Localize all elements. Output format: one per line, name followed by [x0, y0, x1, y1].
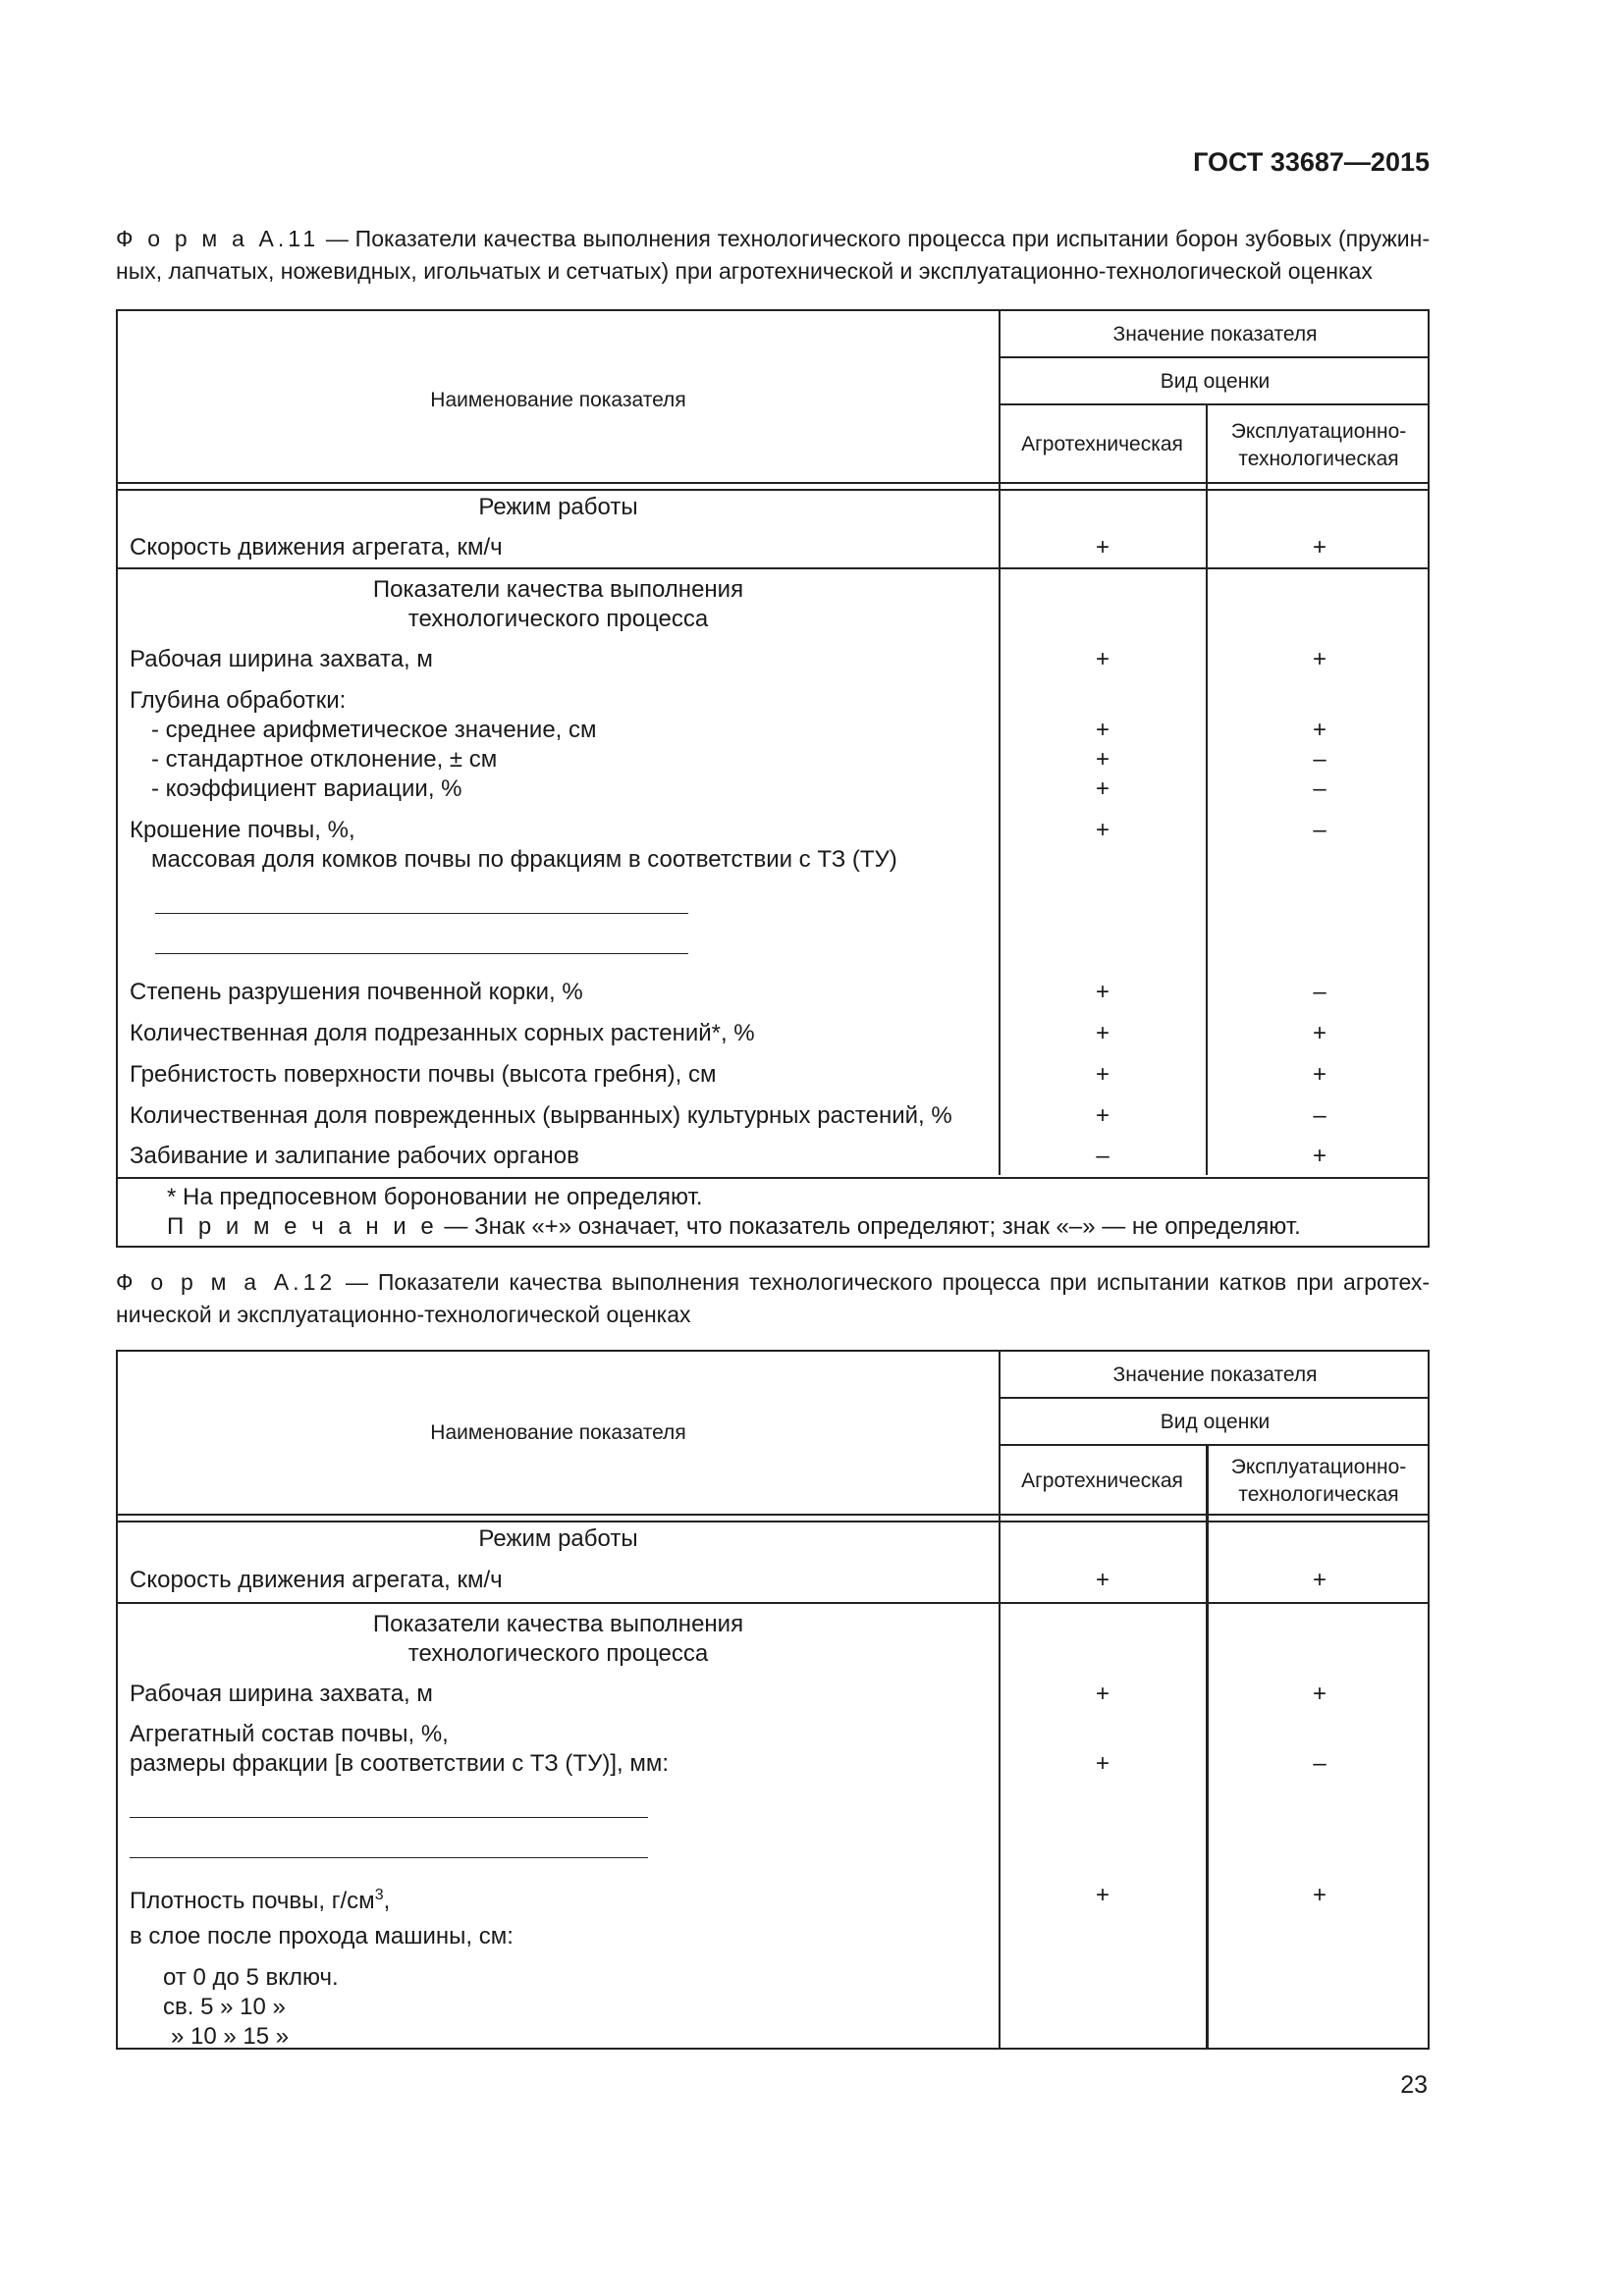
section-quality-1: Показатели качества выполнения — [372, 576, 744, 603]
section-quality-1: Показатели качества выполнения — [372, 1611, 744, 1637]
row-crumb-agro: + — [1095, 817, 1110, 843]
footer-divider — [118, 1177, 1428, 1179]
row-width-expl: + — [1312, 646, 1326, 672]
section-quality-2: технологического процесса — [407, 606, 709, 632]
form-a12-prefix: Ф о р м а А.12 — [116, 1269, 337, 1295]
row-aggr-expl: – — [1313, 1750, 1326, 1777]
header-value-column: Значение показателя — [1112, 1363, 1318, 1386]
header-double-line — [118, 482, 1428, 484]
row-clog-expl: + — [1312, 1143, 1326, 1169]
header-expl-2: технологическая — [1238, 1483, 1399, 1506]
header-expl-2: технологическая — [1238, 448, 1399, 470]
row-aggr-label: Агрегатный состав почвы, %, — [130, 1721, 449, 1747]
form-a12-caption-line1: — Показатели качества выполнения технологического процесса при испытании катков при агротех- — [336, 1269, 1431, 1295]
row-layer-label: в слое после прохода машины, см: — [130, 1923, 514, 1949]
row-speed-expl: + — [1312, 1567, 1326, 1593]
row-crumb-label: Крошение почвы, %, — [130, 817, 355, 843]
layer-range-2: св. 5 » 10 » — [163, 1994, 286, 2020]
footnote: * На предпосевном бороновании не определяют. — [167, 1184, 703, 1210]
header-line — [999, 403, 1428, 405]
row-width-agro: + — [1095, 646, 1110, 672]
row-width-label: Рабочая ширина захвата, м — [130, 1681, 433, 1707]
layer-range-3: » 10 » 15 » — [171, 2023, 290, 2050]
row-ridge-expl: + — [1312, 1061, 1326, 1088]
section-quality-2: технологического процесса — [407, 1640, 709, 1667]
row-cv-expl: – — [1313, 775, 1326, 802]
row-density-label — [130, 1881, 390, 1916]
row-speed-agro: + — [1095, 534, 1110, 561]
row-speed-label: Скорость движения агрегата, км/ч — [130, 534, 503, 561]
header-line — [999, 1444, 1428, 1446]
row-weeds-agro: + — [1095, 1020, 1110, 1046]
fill-in-line — [130, 1857, 648, 1858]
fill-in-line — [130, 1817, 648, 1818]
header-kind-column: Вид оценки — [1160, 370, 1271, 393]
form-a12-table — [116, 1350, 1430, 2050]
row-crust-agro: + — [1095, 979, 1110, 1005]
header-kind-column: Вид оценки — [1160, 1411, 1271, 1433]
row-mean-expl: + — [1312, 717, 1326, 743]
col-divider-1 — [999, 1352, 1001, 2048]
row-ridge-label: Гребнистость поверхности почвы (высота гребня), см — [130, 1061, 717, 1088]
table-note — [167, 1212, 1301, 1242]
row-crumb-sub-label: массовая доля комков почвы по фракциям в соответствии с ТЗ (ТУ) — [151, 846, 897, 873]
density-superscript: 3 — [374, 1887, 384, 1903]
section-mode: Режим работы — [478, 1525, 638, 1552]
row-ridge-agro: + — [1095, 1061, 1110, 1088]
row-aggr-agro: + — [1095, 1750, 1110, 1777]
form-a12-caption — [116, 1266, 1430, 1331]
header-line — [999, 1397, 1428, 1399]
col-divider-2 — [1206, 1446, 1209, 2048]
row-depth-label: Глубина обработки: — [130, 687, 347, 714]
row-crops-agro: + — [1095, 1102, 1110, 1129]
row-crust-label: Степень разрушения почвенной корки, % — [130, 979, 583, 1005]
page-number: 23 — [1400, 2071, 1428, 2099]
form-a11-table — [116, 309, 1430, 1248]
row-width-expl: + — [1312, 1681, 1326, 1707]
header-expl-1: Эксплуатационно- — [1230, 420, 1407, 443]
form-a11-prefix: Ф о р м а А.11 — [116, 226, 320, 251]
row-crumb-expl: – — [1313, 817, 1326, 843]
note-prefix: П р и м е ч а н и е — [167, 1213, 438, 1240]
header-value-column: Значение показателя — [1112, 323, 1318, 346]
header-double-line — [118, 489, 1428, 491]
density-tail: , — [383, 1888, 391, 1914]
section-divider — [118, 1602, 1428, 1604]
header-double-line — [118, 1514, 1428, 1516]
note-text: — Знак «+» означает, что показатель определяют; знак «–» — не определяют. — [437, 1213, 1301, 1240]
form-a11-caption-line1: — Показатели качества выполнения технологического процесса при испытании борон зубовых (пружин- — [319, 226, 1430, 251]
form-a12-caption-line2: нической и эксплуатационно-технологической оценках — [116, 1302, 691, 1327]
header-agro: Агротехническая — [1021, 433, 1183, 455]
density-text: Плотность почвы, г/см — [130, 1888, 375, 1914]
section-mode: Режим работы — [478, 494, 638, 520]
col-divider-2 — [1206, 405, 1208, 1175]
row-crops-expl: – — [1313, 1102, 1326, 1129]
row-clog-label: Забивание и залипание рабочих органов — [130, 1143, 579, 1169]
row-width-agro: + — [1095, 1681, 1110, 1707]
fill-in-line — [155, 953, 688, 954]
row-cv-label: - коэффициент вариации, % — [151, 775, 462, 802]
header-expl-1: Эксплуатационно- — [1230, 1456, 1407, 1478]
row-density-agro: + — [1095, 1882, 1110, 1908]
section-divider — [118, 567, 1428, 569]
row-speed-label: Скорость движения агрегата, км/ч — [130, 1567, 503, 1593]
layer-range-1: от 0 до 5 включ. — [163, 1964, 339, 1991]
row-crops-label: Количественная доля поврежденных (вырванных) культурных растений, % — [130, 1102, 952, 1129]
row-cv-agro: + — [1095, 775, 1110, 802]
header-line — [999, 356, 1428, 358]
header-name-column: Наименование показателя — [430, 389, 686, 411]
fill-in-line — [155, 913, 688, 914]
form-a11-caption-line2: ных, лапчатых, ножевидных, игольчатых и сетчатых) при агротехнической и эксплуатационно-технологической оценках — [116, 258, 1373, 284]
row-width-label: Рабочая ширина захвата, м — [130, 646, 433, 672]
row-clog-agro: – — [1096, 1143, 1110, 1169]
row-std-agro: + — [1095, 746, 1110, 773]
row-speed-expl: + — [1312, 534, 1326, 561]
row-std-label: - стандартное отклонение, ± см — [151, 746, 498, 773]
row-mean-agro: + — [1095, 717, 1110, 743]
standard-number: ГОСТ 33687—2015 — [1193, 147, 1430, 177]
row-mean-label: - среднее арифметическое значение, см — [151, 717, 597, 743]
row-std-expl: – — [1313, 746, 1326, 773]
row-crust-expl: – — [1313, 979, 1326, 1005]
header-name-column: Наименование показателя — [430, 1421, 686, 1444]
row-aggr-sub-label: размеры фракции [в соответствии с ТЗ (ТУ)], мм: — [130, 1750, 669, 1777]
header-double-line — [118, 1521, 1428, 1522]
row-weeds-expl: + — [1312, 1020, 1326, 1046]
header-agro: Агротехническая — [1021, 1469, 1183, 1492]
row-weeds-label: Количественная доля подрезанных сорных растений*, % — [130, 1020, 755, 1046]
row-density-expl: + — [1312, 1882, 1326, 1908]
form-a11-caption — [116, 223, 1430, 288]
row-speed-agro: + — [1095, 1567, 1110, 1593]
